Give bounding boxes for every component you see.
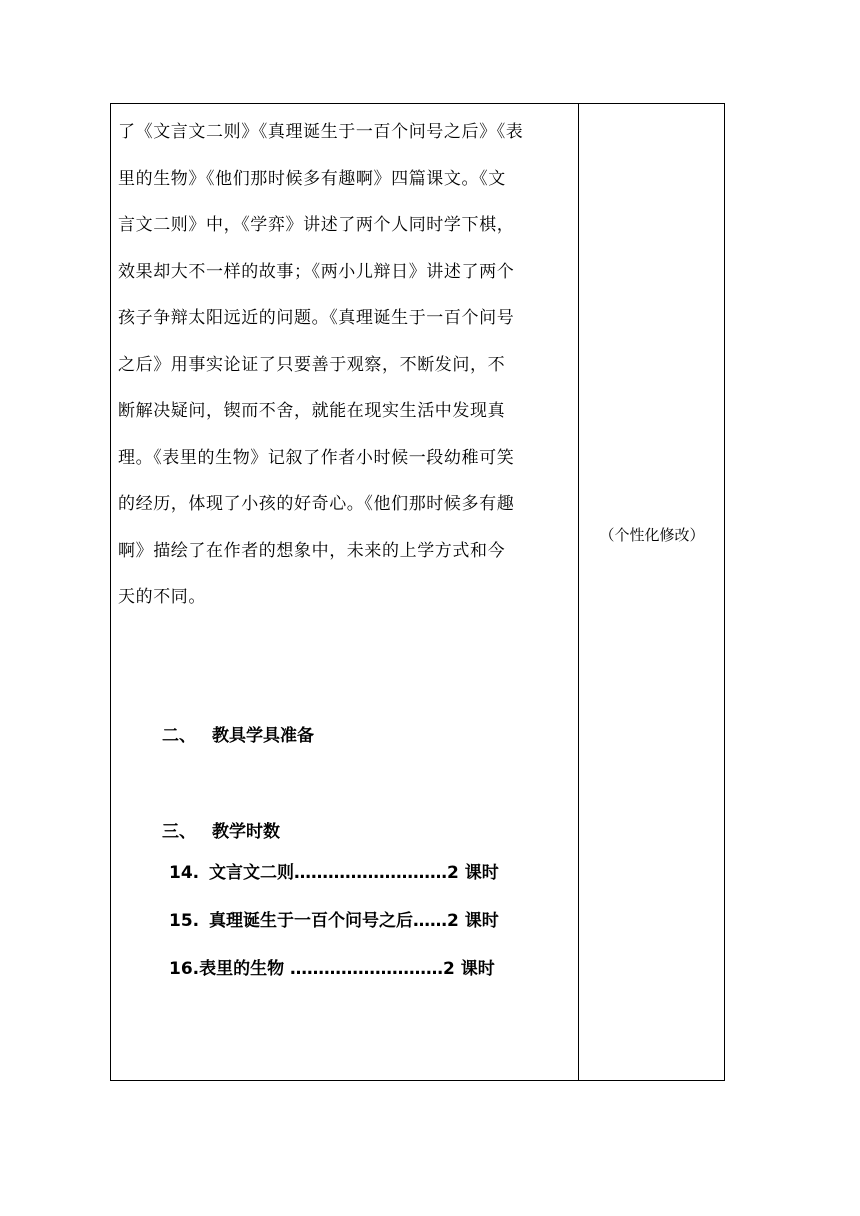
paragraph-line: 断解决疑问，锲而不舍，就能在现实生活中发现真 — [118, 401, 506, 421]
section-title: 教具学具准备 — [212, 726, 314, 746]
paragraph-line: 啊》描绘了在作者的想象中，未来的上学方式和今 — [118, 540, 506, 561]
paragraph-line: 言文二则》中，《学弈》讲述了两个人同时学下棋， — [118, 215, 515, 235]
lesson-index: 15. — [169, 911, 200, 931]
paragraph-line: 理。《表里的生物》记叙了作者小时候一段幼稚可笑 — [118, 447, 515, 468]
section-number: 三、 — [162, 822, 196, 842]
lesson-entry: 真理诞生于一百个问号之后……2 课时 — [209, 911, 499, 931]
column-divider — [578, 104, 579, 1080]
paragraph-line: 天的不同。 — [118, 587, 206, 607]
paragraph-line: 里的生物》《他们那时候多有趣啊》四篇课文。《文 — [118, 168, 506, 189]
lesson-index: 16. — [169, 959, 200, 979]
paragraph-line: 之后》用事实论证了只要善于观察，不断发问，不 — [118, 354, 506, 375]
lesson-hours-list — [169, 856, 559, 1000]
lesson-index: 14. — [169, 863, 200, 883]
section-number: 二、 — [162, 726, 196, 746]
section-heading-hours — [162, 817, 280, 842]
lesson-plan-table — [110, 103, 725, 1081]
list-item — [169, 856, 559, 904]
overview-paragraph — [118, 109, 573, 621]
section-heading-materials — [162, 721, 314, 746]
lesson-entry: 文言文二则………………………2 课时 — [209, 863, 499, 883]
paragraph-line: 了《文言文二则》《真理诞生于一百个问号之后》《表 — [118, 122, 524, 142]
personalized-edit-note: （个性化修改） — [599, 526, 705, 544]
paragraph-line: 孩子争辩太阳远近的问题。《真理诞生于一百个问号 — [118, 308, 515, 328]
paragraph-line: 效果却大不一样的故事；《两小儿辩日》讲述了两个 — [118, 261, 515, 282]
list-item — [169, 952, 559, 1000]
list-item — [169, 904, 559, 952]
paragraph-line: 的经历，体现了小孩的好奇心。《他们那时候多有趣 — [118, 494, 515, 514]
lesson-entry: 表里的生物 ………………………2 课时 — [199, 959, 495, 979]
section-title: 教学时数 — [212, 822, 280, 842]
